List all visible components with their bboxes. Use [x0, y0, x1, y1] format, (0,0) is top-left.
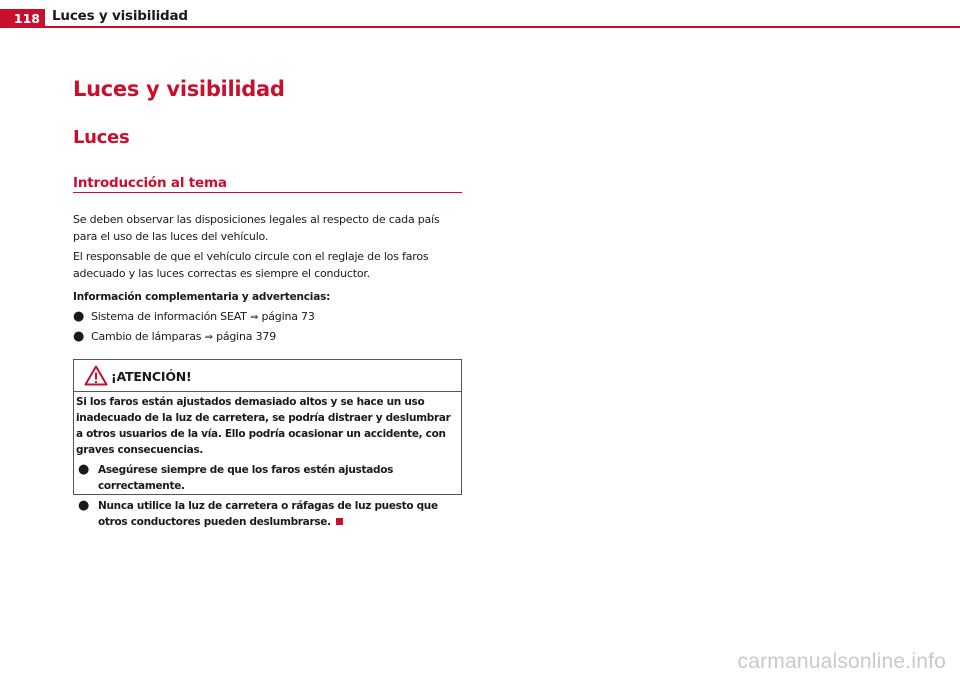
subsection-title: Introducción al tema — [73, 175, 227, 191]
paragraph: El responsable de que el vehículo circule con el reglaje de los faros adecuado y las luces correctas es siempre el conductor. — [73, 250, 429, 280]
bullet-icon: ● — [73, 309, 85, 324]
subsection-rule — [73, 192, 462, 193]
reference-text: Cambio de lámparas — [91, 330, 202, 343]
reference-text: Sistema de información SEAT — [91, 310, 247, 323]
info-label: Información complementaria y advertencias: — [73, 291, 331, 303]
page-number: 118 — [0, 9, 45, 28]
reference-item — [73, 330, 276, 345]
warning-body — [76, 394, 460, 530]
page-header — [0, 0, 960, 30]
warning-bullet-text: Nunca utilice la luz de carretera o ráfagas de luz puesto que otros conductores pueden deslumbrarse. — [98, 500, 438, 528]
warning-title: ¡ATENCIÓN! — [111, 369, 192, 384]
reference-page-link[interactable]: página 73 — [261, 310, 315, 323]
warning-bullet — [76, 462, 460, 494]
header-rule — [45, 26, 960, 28]
bullet-icon: ● — [73, 329, 85, 344]
section-title: Luces — [73, 127, 130, 148]
reference-item — [73, 310, 315, 325]
bullet-icon: ● — [78, 462, 90, 477]
bullet-icon: ● — [78, 498, 90, 513]
watermark: carmanualsonline.info — [737, 650, 946, 673]
warning-bullet-text: Asegúrese siempre de que los faros estén ajustados correctamente. — [98, 464, 394, 492]
warning-text: Si los faros están ajustados demasiado altos y se hace un uso inadecuado de la luz de carretera, se podría distraer y deslumbrar a otros usuarios de la vía. Ello podría ocasionar un accidente, con graves consecuencias. — [76, 396, 451, 456]
reference-arrow: ⇒ — [204, 332, 213, 343]
paragraph: Se deben observar las disposiciones legales al respecto de cada país para el uso de las luces del vehículo. — [73, 213, 440, 243]
warning-bullet — [76, 498, 460, 530]
section-end-icon — [336, 518, 343, 525]
chapter-title: Luces y visibilidad — [73, 77, 285, 101]
reference-page-link[interactable]: página 379 — [216, 330, 277, 343]
warning-triangle-icon — [84, 365, 108, 386]
warning-header — [74, 360, 461, 392]
reference-arrow: ⇒ — [250, 312, 259, 323]
running-title: Luces y visibilidad — [52, 8, 188, 24]
warning-box — [73, 359, 462, 528]
